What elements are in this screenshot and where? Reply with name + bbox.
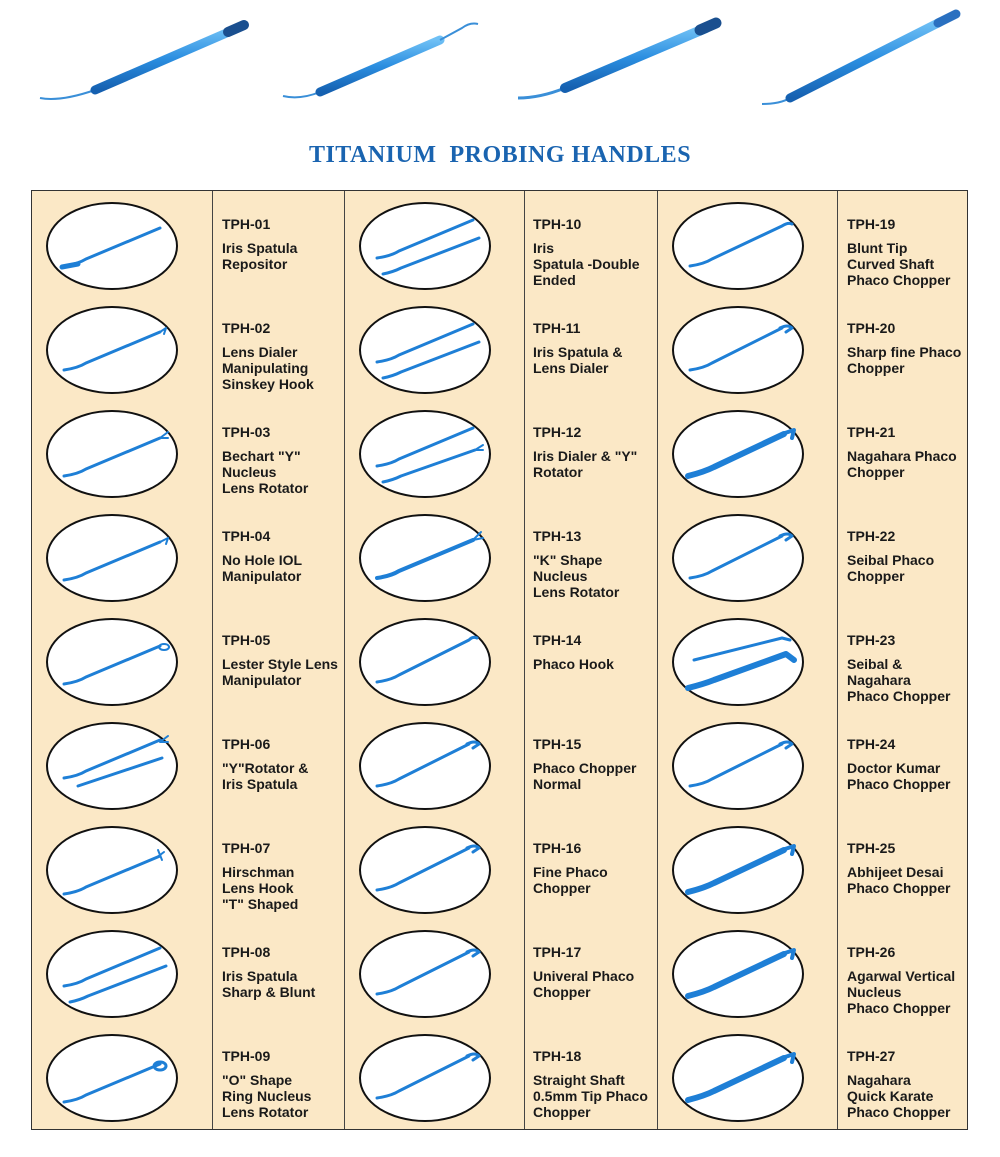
product-entry bbox=[533, 424, 673, 480]
product-name: Bechart "Y" Nucleus Lens Rotator bbox=[222, 448, 309, 496]
product-name: "O" Shape Ring Nucleus Lens Rotator bbox=[222, 1072, 312, 1120]
product-name: Sharp fine Phaco Chopper bbox=[847, 344, 962, 376]
product-name: "Y"Rotator & Iris Spatula bbox=[222, 760, 309, 792]
product-image bbox=[672, 306, 804, 394]
product-name: Blunt Tip Curved Shaft Phaco Chopper bbox=[847, 240, 951, 288]
product-code: TPH-11 bbox=[533, 320, 581, 336]
product-name: Straight Shaft 0.5mm Tip Phaco Chopper bbox=[533, 1072, 648, 1120]
instrument-tip-icon bbox=[361, 204, 489, 288]
product-name: Iris Spatula -Double Ended bbox=[533, 240, 640, 288]
product-code: TPH-25 bbox=[847, 840, 896, 856]
product-entry bbox=[847, 944, 987, 1016]
product-name: Seibal Phaco Chopper bbox=[847, 552, 935, 584]
product-code: TPH-23 bbox=[847, 632, 896, 648]
product-code: TPH-19 bbox=[847, 216, 896, 232]
product-code: TPH-27 bbox=[847, 1048, 896, 1064]
product-code: TPH-17 bbox=[533, 944, 582, 960]
product-code: TPH-24 bbox=[847, 736, 896, 752]
product-name: Nagahara Quick Karate Phaco Chopper bbox=[847, 1072, 951, 1120]
product-entry bbox=[222, 840, 362, 912]
product-code: TPH-03 bbox=[222, 424, 271, 440]
product-image bbox=[672, 930, 804, 1018]
product-name: Lester Style Lens Manipulator bbox=[222, 656, 338, 688]
product-image bbox=[672, 826, 804, 914]
product-image bbox=[672, 410, 804, 498]
product-name: Hirschman Lens Hook "T" Shaped bbox=[222, 864, 299, 912]
product-image bbox=[46, 1034, 178, 1122]
product-name: Abhijeet Desai Phaco Chopper bbox=[847, 864, 951, 896]
instrument-tip-icon bbox=[361, 412, 489, 496]
product-code: TPH-01 bbox=[222, 216, 271, 232]
product-name: Agarwal Vertical Nucleus Phaco Chopper bbox=[847, 968, 956, 1016]
product-code: TPH-16 bbox=[533, 840, 582, 856]
product-entry bbox=[847, 1048, 987, 1120]
product-entry bbox=[222, 216, 362, 272]
instrument-tip-icon bbox=[674, 308, 802, 392]
product-name: Fine Phaco Chopper bbox=[533, 864, 608, 896]
product-entry bbox=[533, 216, 673, 288]
product-entry bbox=[222, 736, 362, 792]
product-code: TPH-22 bbox=[847, 528, 896, 544]
product-image bbox=[359, 722, 491, 810]
product-code: TPH-14 bbox=[533, 632, 582, 648]
handle-2 bbox=[283, 24, 478, 98]
product-code: TPH-02 bbox=[222, 320, 271, 336]
column-divider bbox=[212, 191, 213, 1129]
product-image bbox=[672, 722, 804, 810]
product-image bbox=[672, 1034, 804, 1122]
product-name: Univeral Phaco Chopper bbox=[533, 968, 635, 1000]
instrument-tip-icon bbox=[674, 932, 802, 1016]
product-code: TPH-09 bbox=[222, 1048, 271, 1064]
product-name: Iris Dialer & "Y" Rotator bbox=[533, 448, 638, 480]
instrument-tip-icon bbox=[48, 204, 176, 288]
product-name: No Hole IOL Manipulator bbox=[222, 552, 303, 584]
product-code: TPH-13 bbox=[533, 528, 582, 544]
product-code: TPH-12 bbox=[533, 424, 582, 440]
product-code: TPH-15 bbox=[533, 736, 582, 752]
product-name: Iris Spatula Repositor bbox=[222, 240, 298, 272]
product-code: TPH-06 bbox=[222, 736, 271, 752]
product-image bbox=[46, 410, 178, 498]
product-image bbox=[46, 930, 178, 1018]
instrument-tip-icon bbox=[48, 308, 176, 392]
product-entry bbox=[222, 944, 362, 1000]
instrument-tip-icon bbox=[674, 204, 802, 288]
product-entry bbox=[847, 320, 987, 376]
product-entry bbox=[222, 320, 362, 392]
product-code: TPH-10 bbox=[533, 216, 582, 232]
product-image bbox=[672, 202, 804, 290]
instrument-tip-icon bbox=[674, 412, 802, 496]
instrument-tip-icon bbox=[48, 516, 176, 600]
product-name: Iris Spatula & Lens Dialer bbox=[533, 344, 623, 376]
product-name: Nagahara Phaco Chopper bbox=[847, 448, 957, 480]
instrument-tip-icon bbox=[361, 516, 489, 600]
product-image bbox=[46, 306, 178, 394]
catalog-table bbox=[31, 190, 968, 1130]
instrument-tip-icon bbox=[361, 932, 489, 1016]
product-image bbox=[359, 514, 491, 602]
product-entry bbox=[533, 320, 673, 376]
product-entry bbox=[222, 528, 362, 584]
product-entry bbox=[533, 1048, 673, 1120]
product-entry bbox=[533, 528, 673, 600]
product-entry bbox=[847, 736, 987, 792]
product-code: TPH-26 bbox=[847, 944, 896, 960]
product-image bbox=[359, 202, 491, 290]
product-entry bbox=[847, 424, 987, 480]
product-image bbox=[672, 618, 804, 706]
product-entry bbox=[222, 632, 362, 688]
instrument-tip-icon bbox=[48, 412, 176, 496]
handle-3 bbox=[518, 23, 716, 98]
product-code: TPH-18 bbox=[533, 1048, 582, 1064]
product-name: Iris Spatula Sharp & Blunt bbox=[222, 968, 316, 1000]
product-image bbox=[46, 202, 178, 290]
instrument-tip-icon bbox=[48, 724, 176, 808]
product-image bbox=[46, 722, 178, 810]
product-image bbox=[359, 930, 491, 1018]
product-name: "K" Shape Nucleus Lens Rotator bbox=[533, 552, 620, 600]
product-code: TPH-07 bbox=[222, 840, 271, 856]
product-image bbox=[46, 826, 178, 914]
instrument-tip-icon bbox=[674, 516, 802, 600]
instrument-tip-icon bbox=[674, 620, 802, 704]
product-name: Lens Dialer Manipulating Sinskey Hook bbox=[222, 344, 314, 392]
product-entry bbox=[847, 632, 987, 704]
product-entry bbox=[533, 840, 673, 896]
product-entry bbox=[847, 528, 987, 584]
column-divider bbox=[837, 191, 838, 1129]
product-name: Seibal & Nagahara Phaco Chopper bbox=[847, 656, 951, 704]
page-title: TITANIUM PROBING HANDLES bbox=[308, 142, 692, 168]
product-name: Phaco Chopper Normal bbox=[533, 760, 637, 792]
product-name: Phaco Hook bbox=[533, 656, 614, 672]
product-code: TPH-04 bbox=[222, 528, 271, 544]
handles-photo bbox=[0, 0, 1000, 135]
instrument-tip-icon bbox=[48, 1036, 176, 1120]
handle-1 bbox=[40, 25, 244, 99]
product-entry bbox=[222, 424, 362, 496]
product-entry bbox=[222, 1048, 362, 1120]
instrument-tip-icon bbox=[361, 724, 489, 808]
instrument-tip-icon bbox=[674, 724, 802, 808]
instrument-tip-icon bbox=[48, 828, 176, 912]
product-image bbox=[359, 410, 491, 498]
column-divider bbox=[524, 191, 525, 1129]
product-image bbox=[359, 618, 491, 706]
product-code: TPH-21 bbox=[847, 424, 896, 440]
product-image bbox=[359, 306, 491, 394]
product-code: TPH-08 bbox=[222, 944, 271, 960]
product-image bbox=[46, 514, 178, 602]
product-image bbox=[46, 618, 178, 706]
instrument-tip-icon bbox=[674, 828, 802, 912]
instrument-tip-icon bbox=[48, 932, 176, 1016]
product-image bbox=[359, 826, 491, 914]
product-entry bbox=[533, 944, 673, 1000]
product-image bbox=[672, 514, 804, 602]
handle-4 bbox=[762, 14, 956, 104]
product-name: Doctor Kumar Phaco Chopper bbox=[847, 760, 951, 792]
product-entry bbox=[533, 632, 673, 672]
product-code: TPH-20 bbox=[847, 320, 896, 336]
instrument-tip-icon bbox=[361, 620, 489, 704]
product-entry bbox=[847, 840, 987, 896]
instrument-tip-icon bbox=[674, 1036, 802, 1120]
instrument-tip-icon bbox=[361, 308, 489, 392]
product-code: TPH-05 bbox=[222, 632, 271, 648]
product-entry bbox=[847, 216, 987, 288]
product-entry bbox=[533, 736, 673, 792]
instrument-tip-icon bbox=[48, 620, 176, 704]
product-image bbox=[359, 1034, 491, 1122]
instrument-tip-icon bbox=[361, 1036, 489, 1120]
instrument-tip-icon bbox=[361, 828, 489, 912]
